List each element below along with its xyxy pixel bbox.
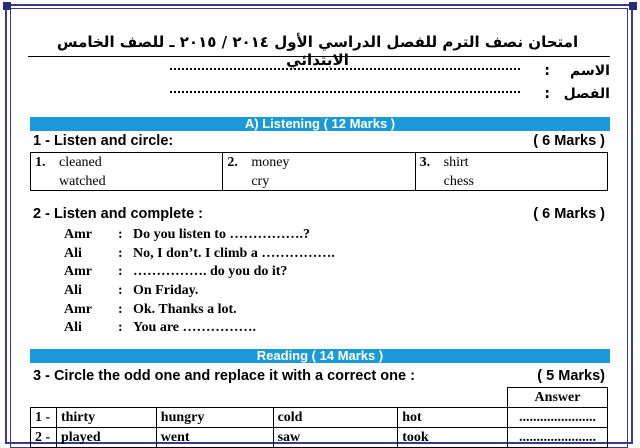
word-cell[interactable]: played <box>56 428 156 448</box>
word-cell[interactable]: cold <box>273 408 398 428</box>
listening-band: A) Listening ( 12 Marks ) <box>30 117 610 131</box>
word-cell[interactable]: hungry <box>156 408 273 428</box>
word-cell[interactable]: saw <box>273 428 398 448</box>
q2-heading <box>33 206 605 222</box>
word-cell[interactable]: went <box>156 428 273 448</box>
option-word[interactable]: watched <box>59 174 106 189</box>
option-word[interactable]: cleaned <box>59 155 102 170</box>
speaker: Ali <box>64 246 82 261</box>
speaker: Ali <box>64 320 82 335</box>
dialogue-text[interactable]: ……………. do you do it? <box>133 264 288 279</box>
corner-ornament-left <box>3 2 11 10</box>
name-label: الاسم <box>570 63 610 79</box>
table-row <box>31 408 608 428</box>
name-field[interactable]: الاسم : <box>170 63 610 83</box>
q1-heading <box>33 133 605 149</box>
speaker: Amr <box>64 302 92 317</box>
dialogue-text[interactable]: Do you listen to …………….? <box>133 227 310 242</box>
listen-circle-item: 3. shirt chess <box>419 155 474 189</box>
speaker: Amr <box>64 264 92 279</box>
corner-ornament-right <box>629 2 637 10</box>
q1-marks: ( 6 Marks ) <box>533 133 605 149</box>
q3-title: 3 - Circle the odd one and replace it with a correct one : <box>33 368 415 384</box>
q3-heading <box>33 368 605 384</box>
listen-circle-item: 1. cleaned watched <box>31 153 223 190</box>
speaker: Amr <box>64 227 92 242</box>
q2-title: 2 - Listen and complete : <box>33 206 203 222</box>
dialogue-text: On Friday. <box>133 283 199 298</box>
q2-marks: ( 6 Marks ) <box>533 206 605 222</box>
answer-cell[interactable]: ...................... <box>508 428 608 448</box>
word-cell[interactable]: thirty <box>56 408 156 428</box>
dialogue-text[interactable]: You are ……………. <box>133 320 257 335</box>
name-dotted-line[interactable] <box>170 68 520 70</box>
option-word[interactable]: cry <box>251 174 270 189</box>
word-cell[interactable]: took <box>398 428 508 448</box>
row-number: 1 - <box>31 408 57 428</box>
table-row <box>31 428 608 448</box>
dialogue-text[interactable]: No, I don’t. I climb a ……………. <box>133 246 335 261</box>
answer-header: Answer <box>508 388 608 408</box>
class-field[interactable]: الفصل : <box>170 86 610 106</box>
answer-cell[interactable]: ...................... <box>508 408 608 428</box>
option-word[interactable]: shirt <box>443 155 469 170</box>
class-dotted-line[interactable] <box>170 91 520 93</box>
reading-band: Reading ( 14 Marks ) <box>30 349 610 363</box>
option-word[interactable]: chess <box>443 174 474 189</box>
dialogue-text: Ok. Thanks a lot. <box>133 302 237 317</box>
q1-title: 1 - Listen and circle: <box>33 133 174 149</box>
title-underline <box>28 56 610 57</box>
listen-circle-table <box>30 152 608 191</box>
speaker: Ali <box>64 283 82 298</box>
class-label: الفصل <box>563 86 610 102</box>
table-header-row <box>31 388 608 408</box>
q3-marks: ( 5 Marks) <box>537 368 605 384</box>
listen-circle-item: 2. money cry <box>223 153 415 190</box>
option-word[interactable]: money <box>251 155 290 170</box>
exam-title: امتحان نصف الترم للفصل الدراسي الأول ٢٠١٤ / ٢٠١٥ ـ للصف الخامس الابتدائي <box>56 33 579 69</box>
row-number: 2 - <box>31 428 57 448</box>
word-cell[interactable]: hot <box>398 408 508 428</box>
